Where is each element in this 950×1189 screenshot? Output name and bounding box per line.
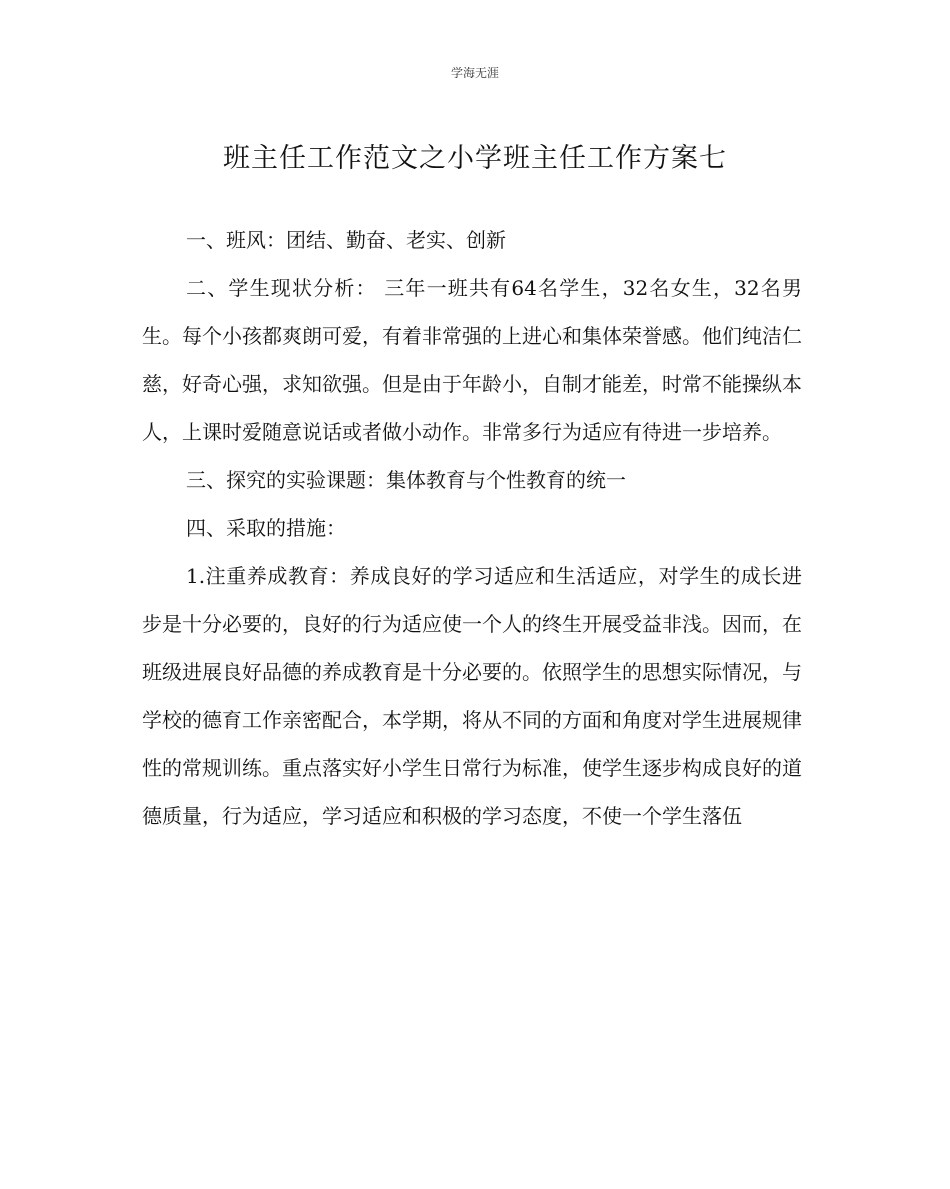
paragraph-research-topic: 三、探究的实验课题：集体教育与个性教育的统一: [186, 468, 626, 492]
document-title: 班主任工作范文之小学班主任工作方案七: [223, 143, 727, 174]
paragraph-class-style: 一、班风：团结、勤奋、老实、创新: [186, 228, 506, 252]
paragraph-measures-heading: 四、采取的措施：: [186, 516, 346, 540]
page-header: 学海无涯: [450, 66, 499, 80]
paragraph-student-analysis: 二、学生现状分析： 三年一班共有64名学生，32名女生，32名男生。每个小孩都爽朗可爱，有着非常强的上进心和集体荣誉感。他们纯洁仁慈，好奇心强，求知欲强。但是由于年龄小，自制才能差，时常不能操纵本人，上课时爱随意说话或者做小动作。非常多行为适应有待进一步培养。: [142, 276, 802, 444]
paragraph-habit-education: 1.注重养成教育：养成良好的学习适应和生活适应，对学生的成长进步是十分必要的，良好的行为适应使一个人的终生开展受益非浅。因而，在班级进展良好品德的养成教育是十分必要的。依照学生的思想实际情况，与学校的德育工作亲密配合，本学期，将从不同的方面和角度对学生进展规律性的常规训练。重点落实好小学生日常行为标准，使学生逐步构成良好的道德质量，行为适应，学习适应和积极的学习态度，不使一个学生落伍: [142, 564, 802, 828]
document-body: [142, 216, 802, 840]
